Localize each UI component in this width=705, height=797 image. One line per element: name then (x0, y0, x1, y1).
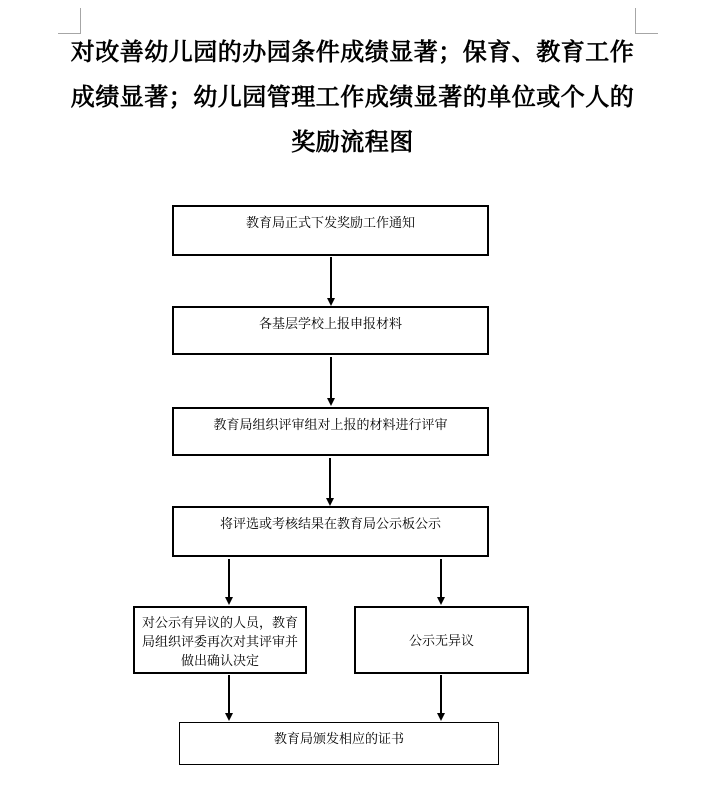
flow-step-issue-notice: 教育局正式下发奖励工作通知 (172, 205, 489, 256)
title-line-3: 奖励流程图 (291, 130, 414, 156)
document-title (0, 31, 705, 166)
flow-step-review-panel-evaluates: 教育局组织评审组对上报的材料进行评审 (172, 407, 489, 456)
flow-step-issue-certificate: 教育局颁发相应的证书 (179, 722, 499, 765)
flow-arrow-1-down (327, 257, 336, 306)
title-line-2: 成绩显著；幼儿园管理工作成绩显著的单位或个人的 (70, 85, 635, 111)
flow-arrow-3-down (326, 458, 335, 506)
flow-arrow-5-right-down (437, 675, 446, 721)
flow-arrow-5-left-down (225, 675, 234, 721)
flow-step-publicize-results: 将评选或考核结果在教育局公示板公示 (172, 506, 489, 557)
flow-arrow-4-right-branch (437, 559, 446, 605)
flow-arrow-2-down (327, 357, 336, 406)
title-line-1: 对改善幼儿园的办园条件成绩显著；保育、教育工作 (70, 40, 635, 66)
flow-arrow-4-left-branch (225, 559, 234, 605)
flow-step-no-objection: 公示无异议 (354, 606, 529, 674)
flow-step-objection-rereview: 对公示有异议的人员，教育局组织评委再次对其评审并做出确认决定 (133, 606, 307, 674)
flow-step-schools-submit-materials: 各基层学校上报申报材料 (172, 306, 489, 355)
